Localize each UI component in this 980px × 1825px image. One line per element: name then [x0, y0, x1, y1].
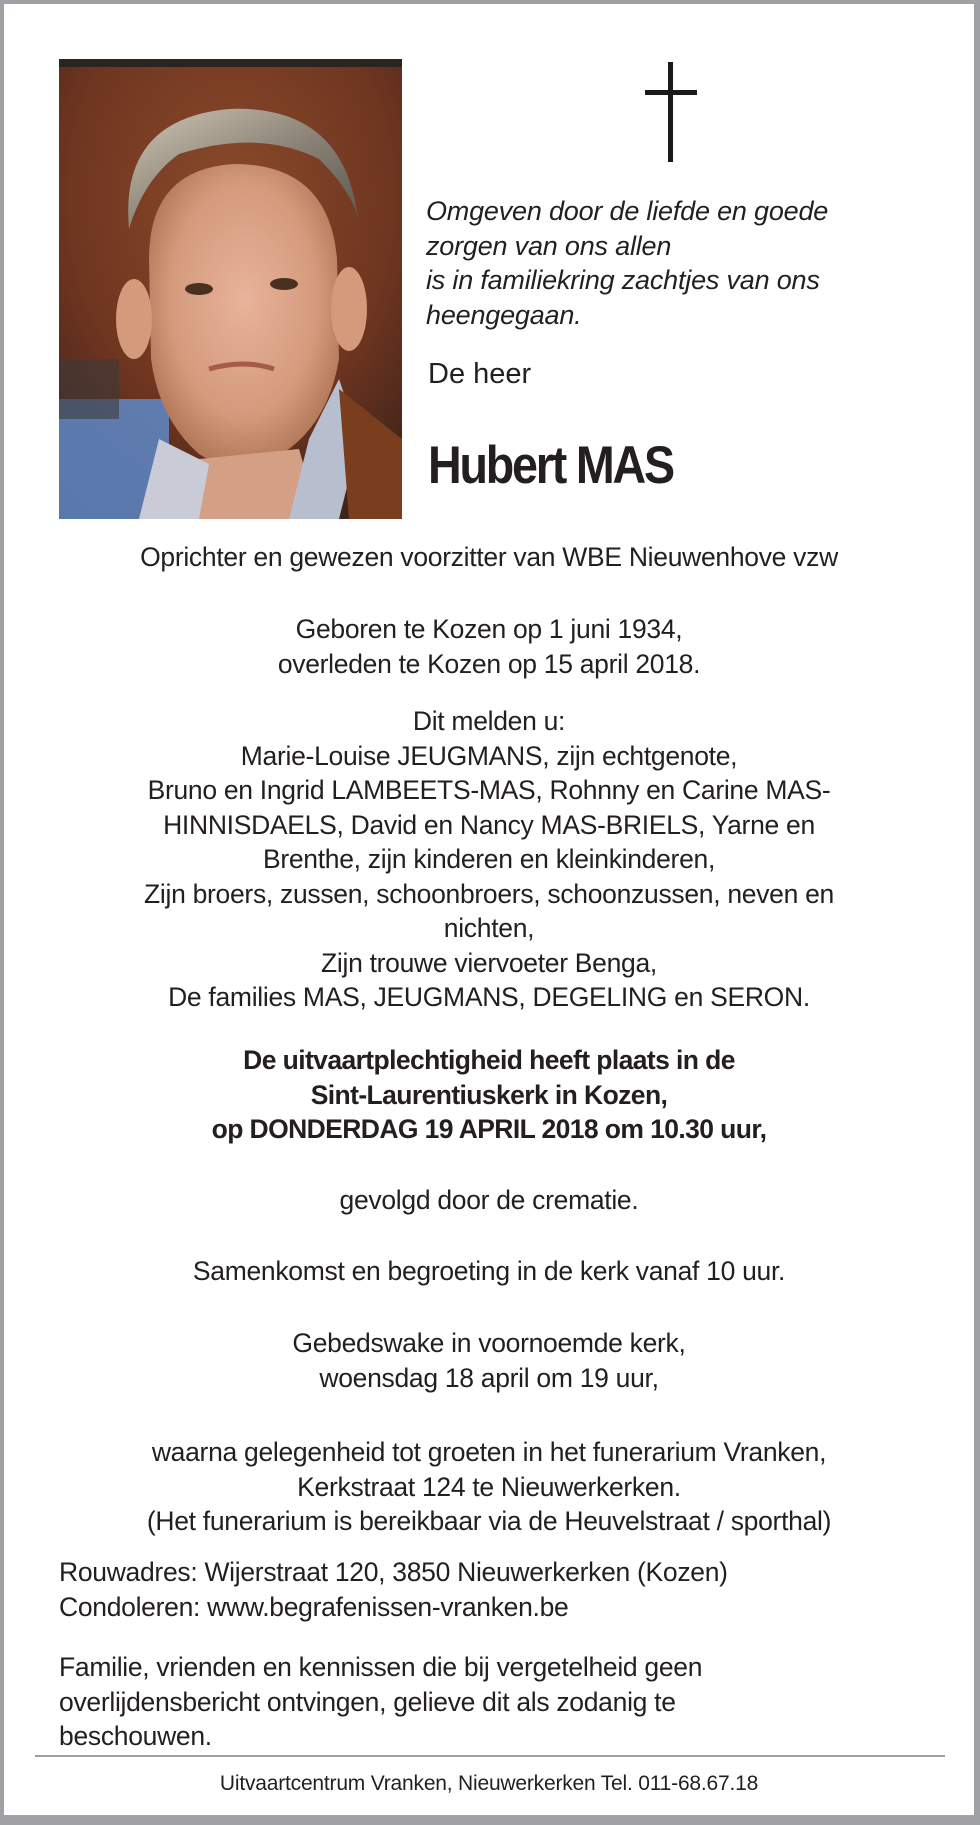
- obituary-page: [4, 4, 974, 1815]
- announcer-line: HINNISDAELS, David en Nancy MAS-BRIELS, Yarne en: [163, 809, 815, 840]
- ceremony-line: Sint-Laurentiuskerk in Kozen,: [310, 1079, 668, 1110]
- announcers-block: [44, 704, 934, 1015]
- cross-icon: [645, 62, 697, 162]
- visitation-line: (Het funerarium is bereikbaar via de Heuvelstraat / sporthal): [146, 1506, 832, 1536]
- vigil-line: Gebedswake in voornoemde kerk,: [292, 1328, 686, 1358]
- ceremony-line: De uitvaartplechtigheid heeft plaats in de: [243, 1045, 735, 1075]
- intro-line: zorgen van ons allen: [426, 230, 672, 261]
- honorific: De heer: [428, 358, 532, 390]
- announcer-line: De families MAS, JEUGMANS, DEGELING en SERON.: [168, 982, 810, 1012]
- intro-text: [426, 194, 946, 332]
- ceremony-block: [44, 1043, 934, 1147]
- funeral-home-footer: Uitvaartcentrum Vranken, Nieuwerkerken Tel. 011-68.67.18: [219, 1772, 759, 1795]
- announcer-line: Brenthe, zijn kinderen en kleinkinderen,: [262, 844, 716, 874]
- closing-line: beschouwen.: [59, 1721, 212, 1751]
- portrait-photo: [59, 59, 402, 519]
- closing-line: Familie, vrienden en kennissen die bij vergetelheid geen: [59, 1652, 703, 1682]
- address-line: Rouwadres: Wijerstraat 120, 3850 Nieuwerkerken (Kozen): [59, 1557, 728, 1587]
- announcer-line: nichten,: [443, 913, 535, 943]
- announcer-line: Dit melden u:: [412, 706, 566, 736]
- cremation-text: [44, 1183, 934, 1218]
- address-block: [59, 1555, 939, 1624]
- portrait-image: [59, 59, 402, 519]
- role-text: [44, 540, 934, 575]
- announcer-line: Zijn broers, zussen, schoonbroers, schoonzussen, neven en: [144, 878, 834, 909]
- closing-block: [59, 1650, 939, 1754]
- vigil-line: woensdag 18 april om 19 uur,: [319, 1362, 659, 1393]
- announcer-line: Marie-Louise JEUGMANS, zijn echtgenote,: [240, 740, 738, 771]
- announcer-line: Bruno en Ingrid LAMBEETS-MAS, Rohnny en Carine MAS-: [147, 775, 831, 805]
- visitation-line: Kerkstraat 124 te Nieuwerkerken.: [297, 1471, 681, 1502]
- role-line: Oprichter en gewezen voorzitter van WBE Nieuwenhove vzw: [140, 542, 838, 572]
- closing-line: overlijdensbericht ontvingen, gelieve dit als zodanig te: [59, 1686, 676, 1717]
- ceremony-line: op DONDERDAG 19 APRIL 2018 om 10.30 uur,: [211, 1114, 767, 1144]
- visitation-block: [44, 1435, 934, 1539]
- gathering-text: [44, 1254, 934, 1289]
- deceased-name: Hubert MAS: [428, 436, 673, 495]
- intro-line: heengegaan.: [426, 299, 582, 330]
- death-line: overleden te Kozen op 15 april 2018.: [277, 648, 701, 679]
- visitation-line: waarna gelegenheid tot groeten in het funerarium Vranken,: [151, 1437, 827, 1467]
- intro-line: is in familiekring zachtjes van ons: [426, 265, 820, 295]
- intro-line: Omgeven door de liefde en goede: [426, 196, 829, 226]
- birth-line: Geboren te Kozen op 1 juni 1934,: [295, 614, 683, 644]
- footer-divider: [35, 1755, 945, 1757]
- condolence-link[interactable]: Condoleren: www.begrafenissen-vranken.be: [59, 1591, 569, 1622]
- gathering-line: Samenkomst en begroeting in de kerk vanaf 10 uur.: [192, 1256, 786, 1286]
- cremation-line: gevolgd door de crematie.: [339, 1185, 639, 1215]
- announcer-line: Zijn trouwe viervoeter Benga,: [321, 947, 657, 978]
- vigil-block: [44, 1326, 934, 1395]
- birth-death-block: [44, 612, 934, 681]
